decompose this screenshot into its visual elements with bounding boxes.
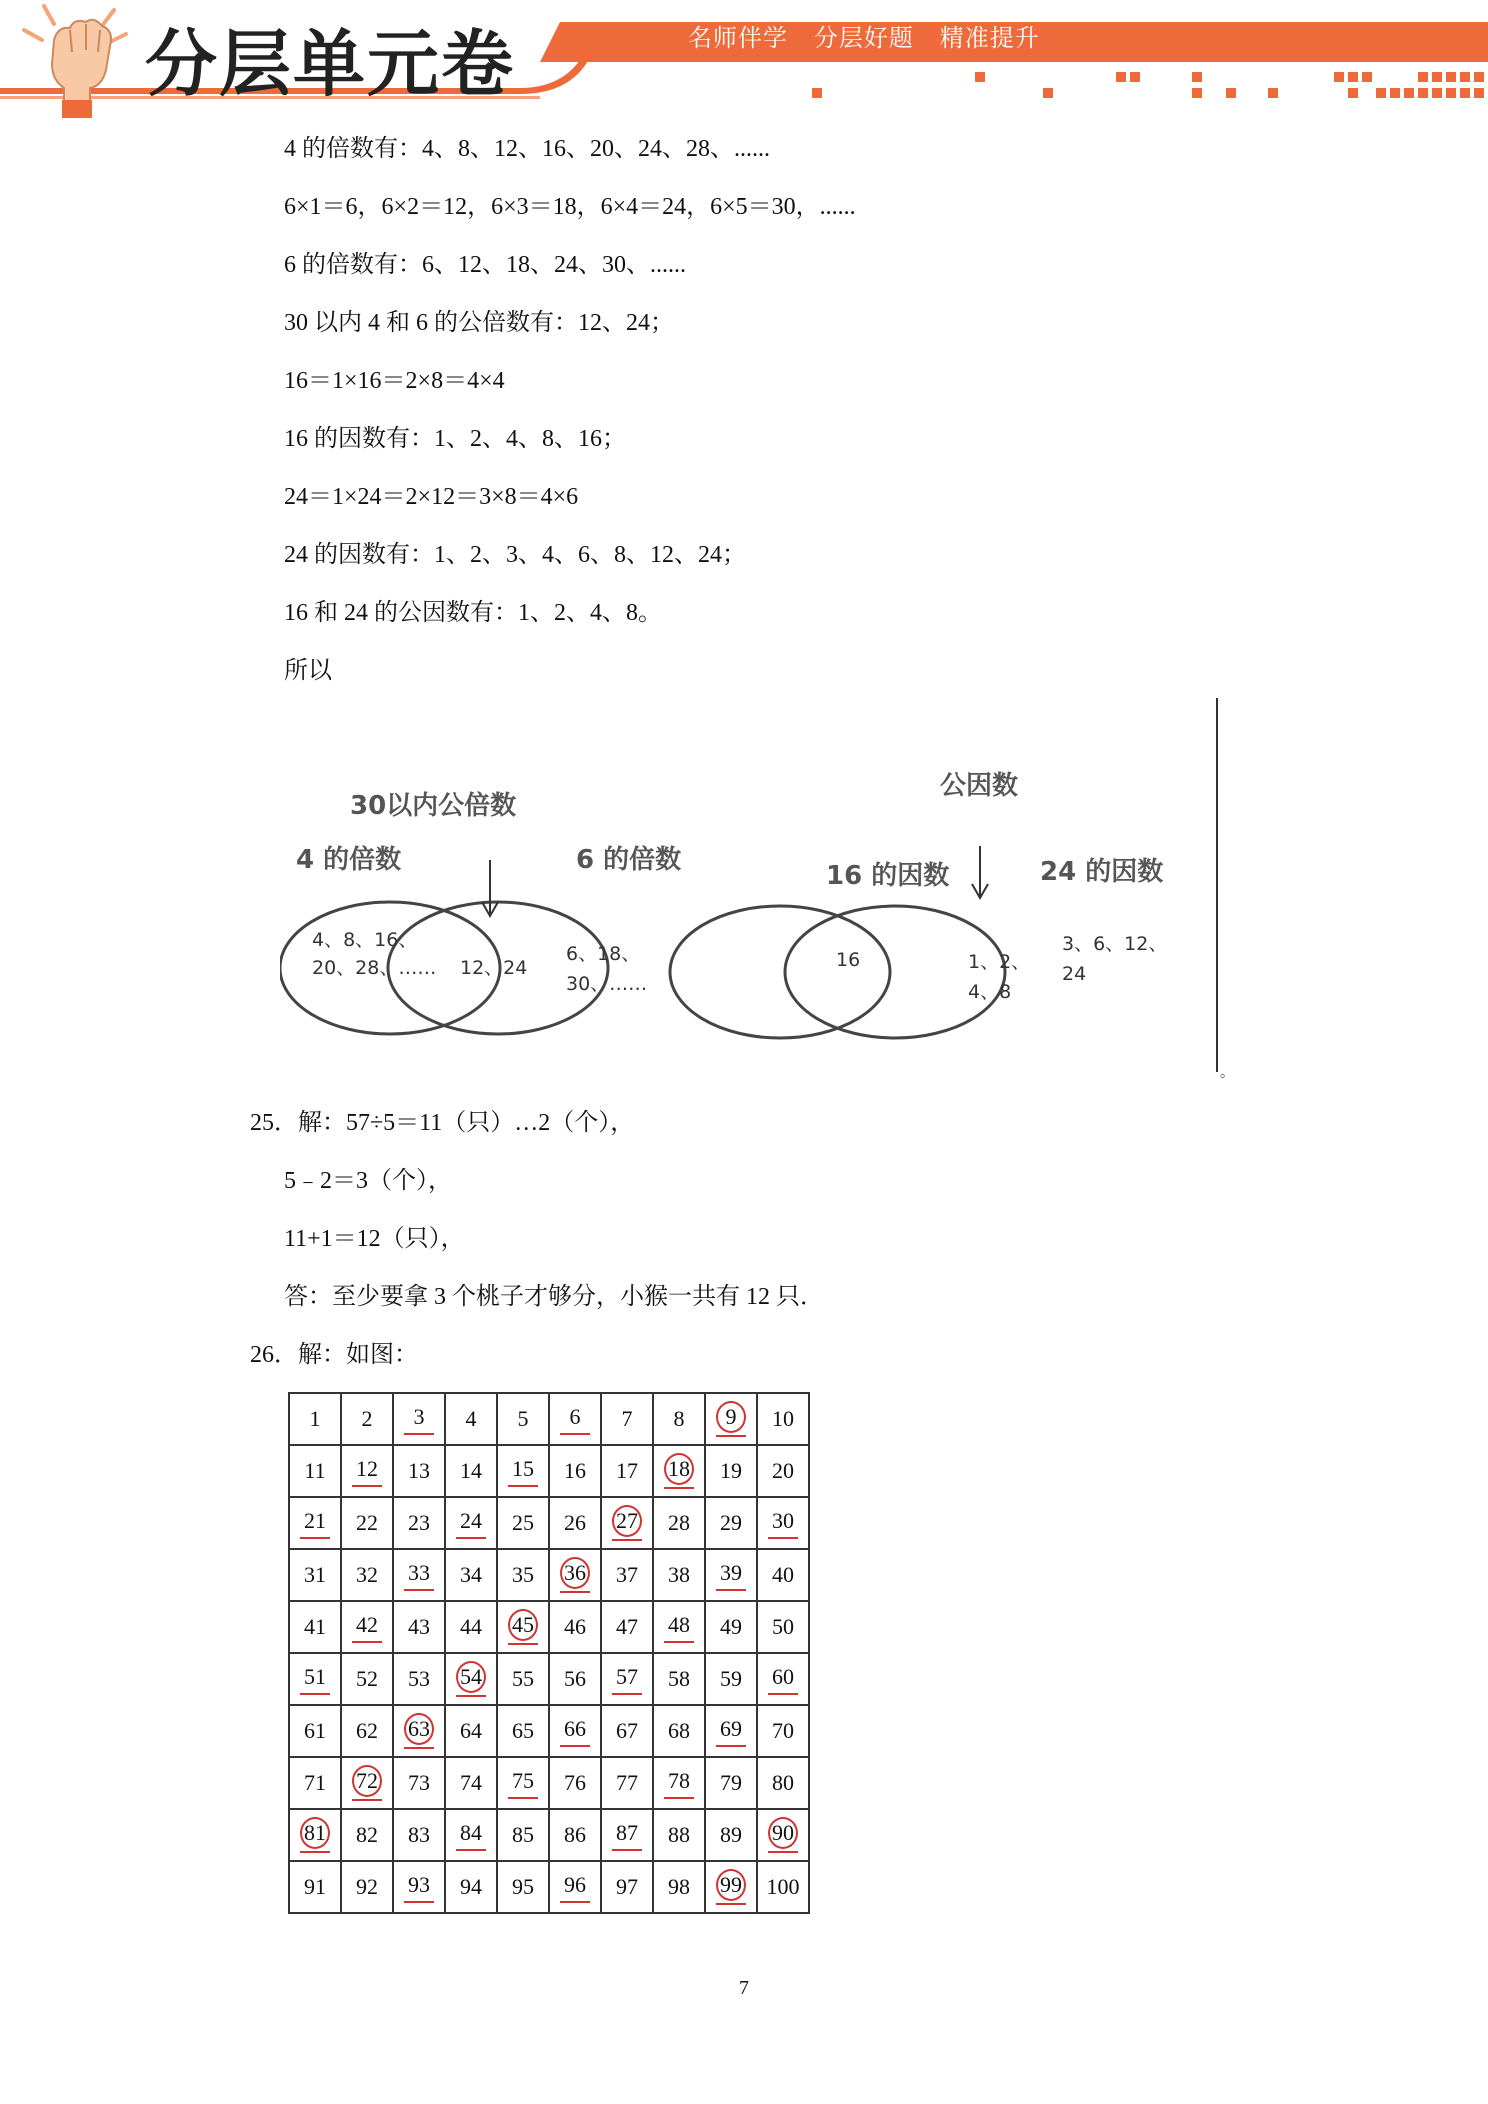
grid-cell (497, 1861, 549, 1913)
venn-left-a-label: 4 的倍数 (296, 845, 402, 875)
grid-cell (393, 1861, 445, 1913)
grid-number: 15 (512, 1456, 534, 1481)
q26-line: 26．解：如图： (250, 1342, 418, 1368)
grid-cell (341, 1601, 393, 1653)
grid-cell (289, 1861, 341, 1913)
venn-left-b-text: 6、18、 (566, 943, 641, 965)
grid-cell (549, 1497, 601, 1549)
grid-number: 82 (356, 1822, 378, 1847)
grid-number: 72 (352, 1765, 382, 1797)
grid-cell (601, 1705, 653, 1757)
grid-number: 31 (304, 1562, 326, 1587)
grid-number: 4 (465, 1406, 477, 1431)
grid-cell (601, 1445, 653, 1497)
grid-number: 85 (512, 1822, 534, 1847)
grid-cell (549, 1549, 601, 1601)
grid-cell (445, 1601, 497, 1653)
underline-mark (768, 1693, 798, 1695)
grid-number: 35 (512, 1562, 534, 1587)
grid-cell (393, 1809, 445, 1861)
grid-number: 55 (512, 1666, 534, 1691)
grid-number: 14 (460, 1458, 482, 1483)
grid-number: 48 (668, 1612, 690, 1637)
underline-mark (716, 1745, 746, 1747)
grid-number: 65 (512, 1718, 534, 1743)
underline-mark (560, 1591, 590, 1593)
grid-number: 53 (408, 1666, 430, 1691)
grid-cell (601, 1393, 653, 1445)
grid-number: 47 (616, 1614, 638, 1639)
grid-number: 26 (564, 1510, 586, 1535)
venn-left-a-text: 20、28、…… (312, 957, 437, 979)
grid-number: 21 (304, 1508, 326, 1533)
hundred-grid (288, 1392, 810, 1914)
underline-mark (404, 1901, 434, 1903)
table-row (289, 1601, 809, 1653)
grid-cell (705, 1861, 757, 1913)
grid-cell (445, 1445, 497, 1497)
grid-number: 17 (616, 1458, 638, 1483)
grid-number: 44 (460, 1614, 482, 1639)
grid-cell (497, 1549, 549, 1601)
grid-cell (601, 1757, 653, 1809)
grid-cell (445, 1809, 497, 1861)
grid-cell (289, 1601, 341, 1653)
q25-line: 5﹣2＝3（个）， (284, 1168, 452, 1194)
grid-number: 23 (408, 1510, 430, 1535)
grid-cell (705, 1809, 757, 1861)
grid-number: 2 (361, 1406, 373, 1431)
grid-number: 28 (668, 1510, 690, 1535)
grid-number: 51 (304, 1664, 326, 1689)
grid-number: 67 (616, 1718, 638, 1743)
grid-number: 59 (720, 1666, 742, 1691)
table-row (289, 1809, 809, 1861)
text-line: 16＝1×16＝2×8＝4×4 (284, 368, 505, 394)
grid-number: 66 (564, 1716, 586, 1741)
grid-number: 46 (564, 1614, 586, 1639)
grid-cell (549, 1393, 601, 1445)
grid-cell (289, 1705, 341, 1757)
grid-cell (445, 1757, 497, 1809)
grid-number: 69 (720, 1716, 742, 1741)
grid-number: 97 (616, 1874, 638, 1899)
grid-cell (341, 1445, 393, 1497)
grid-number: 39 (720, 1560, 742, 1585)
grid-cell (445, 1497, 497, 1549)
grid-number: 18 (664, 1453, 694, 1485)
grid-cell (289, 1393, 341, 1445)
underline-mark (456, 1695, 486, 1697)
grid-number: 12 (356, 1456, 378, 1481)
venn-diagrams (280, 690, 1220, 1080)
grid-number: 91 (304, 1874, 326, 1899)
venn-right-top-label: 公因数 (940, 771, 1019, 801)
grid-cell (445, 1861, 497, 1913)
grid-cell (757, 1393, 809, 1445)
text-line: 16 和 24 的公因数有：1、2、4、8。 (284, 600, 662, 626)
grid-number: 88 (668, 1822, 690, 1847)
grid-cell (497, 1757, 549, 1809)
text-line: 24＝1×24＝2×12＝3×8＝4×6 (284, 484, 579, 510)
grid-cell (289, 1653, 341, 1705)
venn-right-b-text: 3、6、12、 (1062, 933, 1168, 955)
grid-cell (289, 1549, 341, 1601)
grid-number: 38 (668, 1562, 690, 1587)
underline-mark (404, 1433, 434, 1435)
grid-number: 49 (720, 1614, 742, 1639)
grid-cell (393, 1549, 445, 1601)
grid-number: 74 (460, 1770, 482, 1795)
grid-cell (653, 1809, 705, 1861)
grid-number: 92 (356, 1874, 378, 1899)
venn-left-a-text: 4、8、16、 (312, 929, 418, 951)
grid-cell (289, 1809, 341, 1861)
grid-number: 27 (612, 1505, 642, 1537)
grid-number: 78 (668, 1768, 690, 1793)
grid-cell (549, 1809, 601, 1861)
grid-number: 64 (460, 1718, 482, 1743)
grid-cell (393, 1445, 445, 1497)
grid-cell (705, 1705, 757, 1757)
venn-right-b-label: 24 的因数 (1040, 857, 1164, 887)
grid-number: 52 (356, 1666, 378, 1691)
grid-number: 71 (304, 1770, 326, 1795)
venn-right-intersection: 1、2、 (968, 951, 1031, 973)
grid-number: 99 (716, 1869, 746, 1901)
table-row (289, 1445, 809, 1497)
table-row (289, 1705, 809, 1757)
grid-cell (757, 1445, 809, 1497)
grid-number: 25 (512, 1510, 534, 1535)
grid-cell (653, 1653, 705, 1705)
grid-number: 83 (408, 1822, 430, 1847)
grid-cell (653, 1497, 705, 1549)
grid-cell (341, 1705, 393, 1757)
grid-number: 19 (720, 1458, 742, 1483)
underline-mark (352, 1799, 382, 1801)
underline-mark (664, 1797, 694, 1799)
grid-number: 80 (772, 1770, 794, 1795)
grid-number: 9 (716, 1401, 746, 1433)
grid-number: 6 (569, 1404, 581, 1429)
underline-mark (404, 1589, 434, 1591)
grid-cell (497, 1601, 549, 1653)
text-line: 所以 (284, 658, 332, 684)
q25-answer: 答：至少要拿 3 个桃子才够分，小猴一共有 12 只． (284, 1284, 824, 1310)
q25-line: 11+1＝12（只）， (284, 1226, 465, 1252)
grid-cell (601, 1809, 653, 1861)
grid-number: 42 (356, 1612, 378, 1637)
grid-number: 63 (404, 1713, 434, 1745)
grid-cell (445, 1705, 497, 1757)
grid-cell (341, 1497, 393, 1549)
underline-mark (716, 1589, 746, 1591)
grid-cell (705, 1393, 757, 1445)
grid-number: 87 (616, 1820, 638, 1845)
grid-cell (601, 1653, 653, 1705)
q25-line: 25．解：57÷5＝11（只）…2（个）， (250, 1110, 635, 1136)
grid-number: 16 (564, 1458, 586, 1483)
grid-cell (445, 1549, 497, 1601)
grid-number: 62 (356, 1718, 378, 1743)
grid-number: 13 (408, 1458, 430, 1483)
grid-number: 36 (560, 1557, 590, 1589)
table-row (289, 1653, 809, 1705)
grid-cell (445, 1653, 497, 1705)
grid-number: 41 (304, 1614, 326, 1639)
grid-cell (653, 1445, 705, 1497)
grid-cell (341, 1393, 393, 1445)
table-row (289, 1757, 809, 1809)
venn-svg (280, 690, 1220, 1080)
underline-mark (612, 1693, 642, 1695)
grid-number: 40 (772, 1562, 794, 1587)
underline-mark (456, 1849, 486, 1851)
grid-number: 86 (564, 1822, 586, 1847)
grid-cell (757, 1601, 809, 1653)
text-line: 24 的因数有：1、2、3、4、6、8、12、24； (284, 542, 746, 568)
venn-right-a-label: 16 的因数 (826, 861, 950, 891)
vertical-rule (1216, 698, 1218, 1072)
underline-mark (716, 1435, 746, 1437)
grid-cell (757, 1861, 809, 1913)
grid-cell (393, 1653, 445, 1705)
grid-cell (341, 1549, 393, 1601)
grid-cell (549, 1445, 601, 1497)
grid-cell (497, 1653, 549, 1705)
grid-number: 54 (456, 1661, 486, 1693)
grid-cell (757, 1497, 809, 1549)
grid-number: 70 (772, 1718, 794, 1743)
underline-mark (612, 1849, 642, 1851)
grid-number: 45 (508, 1609, 538, 1641)
grid-cell (497, 1445, 549, 1497)
grid-number: 10 (772, 1406, 794, 1431)
grid-cell (549, 1601, 601, 1653)
grid-number: 93 (408, 1872, 430, 1897)
grid-cell (497, 1809, 549, 1861)
trailing-mark: 。 (1220, 1065, 1234, 1081)
grid-cell (393, 1497, 445, 1549)
grid-cell (653, 1549, 705, 1601)
fist-icon (14, 0, 134, 118)
grid-cell (289, 1757, 341, 1809)
underline-mark (508, 1643, 538, 1645)
grid-cell (601, 1601, 653, 1653)
text-line: 6×1＝6，6×2＝12，6×3＝18，6×4＝24，6×5＝30，...... (284, 194, 856, 220)
grid-cell (393, 1393, 445, 1445)
grid-cell (757, 1653, 809, 1705)
grid-number: 29 (720, 1510, 742, 1535)
underline-mark (300, 1851, 330, 1853)
grid-cell (757, 1549, 809, 1601)
grid-cell (341, 1757, 393, 1809)
text-line: 30 以内 4 和 6 的公倍数有：12、24； (284, 310, 674, 336)
grid-cell (653, 1601, 705, 1653)
number-table (288, 1392, 810, 1914)
grid-number: 57 (616, 1664, 638, 1689)
underline-mark (560, 1433, 590, 1435)
page-header (0, 0, 1488, 120)
underline-mark (404, 1747, 434, 1749)
text-line: 4 的倍数有：4、8、12、16、20、24、28、...... (284, 136, 770, 162)
brand-title: 分层单元卷 (145, 22, 516, 106)
page-number: 7 (739, 1977, 749, 1999)
grid-number: 73 (408, 1770, 430, 1795)
grid-cell (549, 1653, 601, 1705)
underline-mark (456, 1537, 486, 1539)
underline-mark (768, 1537, 798, 1539)
underline-mark (352, 1485, 382, 1487)
underline-mark (716, 1903, 746, 1905)
grid-cell (497, 1705, 549, 1757)
underline-mark (300, 1537, 330, 1539)
grid-cell (705, 1653, 757, 1705)
grid-number: 79 (720, 1770, 742, 1795)
grid-number: 30 (772, 1508, 794, 1533)
grid-cell (289, 1445, 341, 1497)
grid-number: 56 (564, 1666, 586, 1691)
grid-cell (653, 1861, 705, 1913)
underline-mark (612, 1539, 642, 1541)
grid-number: 90 (768, 1817, 798, 1849)
venn-right-intersection: 4、8 (968, 981, 1012, 1003)
grid-cell (445, 1393, 497, 1445)
grid-number: 95 (512, 1874, 534, 1899)
underline-mark (560, 1901, 590, 1903)
table-row (289, 1393, 809, 1445)
underline-mark (300, 1693, 330, 1695)
grid-number: 81 (300, 1817, 330, 1849)
grid-cell (289, 1497, 341, 1549)
grid-number: 58 (668, 1666, 690, 1691)
grid-number: 76 (564, 1770, 586, 1795)
table-row (289, 1549, 809, 1601)
grid-number: 96 (564, 1872, 586, 1897)
underline-mark (508, 1485, 538, 1487)
grid-number: 34 (460, 1562, 482, 1587)
underline-mark (560, 1745, 590, 1747)
grid-number: 8 (673, 1406, 685, 1431)
grid-number: 98 (668, 1874, 690, 1899)
venn-left-intersection: 12、24 (460, 957, 528, 979)
grid-number: 89 (720, 1822, 742, 1847)
grid-cell (549, 1757, 601, 1809)
grid-number: 20 (772, 1458, 794, 1483)
table-row (289, 1497, 809, 1549)
grid-number: 75 (512, 1768, 534, 1793)
text-line: 16 的因数有：1、2、4、8、16； (284, 426, 626, 452)
grid-number: 68 (668, 1718, 690, 1743)
grid-cell (705, 1497, 757, 1549)
grid-cell (341, 1861, 393, 1913)
venn-right-a-text: 16 (836, 949, 861, 971)
grid-number: 94 (460, 1874, 482, 1899)
text-line: 6 的倍数有：6、12、18、24、30、...... (284, 252, 686, 278)
underline-mark (664, 1641, 694, 1643)
venn-right-b-text: 24 (1062, 963, 1087, 985)
grid-number: 3 (413, 1404, 425, 1429)
grid-cell (393, 1601, 445, 1653)
grid-number: 11 (304, 1458, 326, 1483)
underline-mark (508, 1797, 538, 1799)
grid-number: 32 (356, 1562, 378, 1587)
grid-number: 50 (772, 1614, 794, 1639)
grid-number: 22 (356, 1510, 378, 1535)
grid-cell (341, 1809, 393, 1861)
grid-number: 77 (616, 1770, 638, 1795)
grid-number: 60 (772, 1664, 794, 1689)
grid-cell (653, 1393, 705, 1445)
grid-cell (757, 1757, 809, 1809)
grid-cell (653, 1705, 705, 1757)
grid-number: 37 (616, 1562, 638, 1587)
grid-number: 100 (766, 1874, 800, 1899)
grid-number: 7 (621, 1406, 633, 1431)
grid-number: 33 (408, 1560, 430, 1585)
grid-cell (705, 1549, 757, 1601)
grid-number: 5 (517, 1406, 529, 1431)
venn-left-b-text: 30、…… (566, 973, 648, 995)
grid-cell (757, 1809, 809, 1861)
grid-cell (705, 1757, 757, 1809)
venn-right-circle-a (670, 906, 890, 1038)
grid-number: 43 (408, 1614, 430, 1639)
grid-cell (757, 1705, 809, 1757)
grid-cell (497, 1393, 549, 1445)
grid-cell (705, 1601, 757, 1653)
grid-cell (549, 1861, 601, 1913)
grid-number: 1 (309, 1406, 321, 1431)
grid-number: 24 (460, 1508, 482, 1533)
grid-cell (705, 1445, 757, 1497)
grid-cell (549, 1705, 601, 1757)
header-slogan: 名师伴学 分层好题 精准提升 (688, 24, 1040, 52)
venn-left-top-label: 30以内公倍数 (350, 791, 517, 821)
grid-cell (497, 1497, 549, 1549)
underline-mark (352, 1641, 382, 1643)
grid-cell (653, 1757, 705, 1809)
table-row (289, 1861, 809, 1913)
grid-cell (341, 1653, 393, 1705)
grid-cell (393, 1705, 445, 1757)
underline-mark (664, 1487, 694, 1489)
grid-cell (601, 1497, 653, 1549)
grid-cell (601, 1861, 653, 1913)
underline-mark (768, 1851, 798, 1853)
grid-number: 84 (460, 1820, 482, 1845)
grid-number: 61 (304, 1718, 326, 1743)
grid-cell (601, 1549, 653, 1601)
grid-cell (393, 1757, 445, 1809)
venn-left-b-label: 6 的倍数 (576, 845, 682, 875)
